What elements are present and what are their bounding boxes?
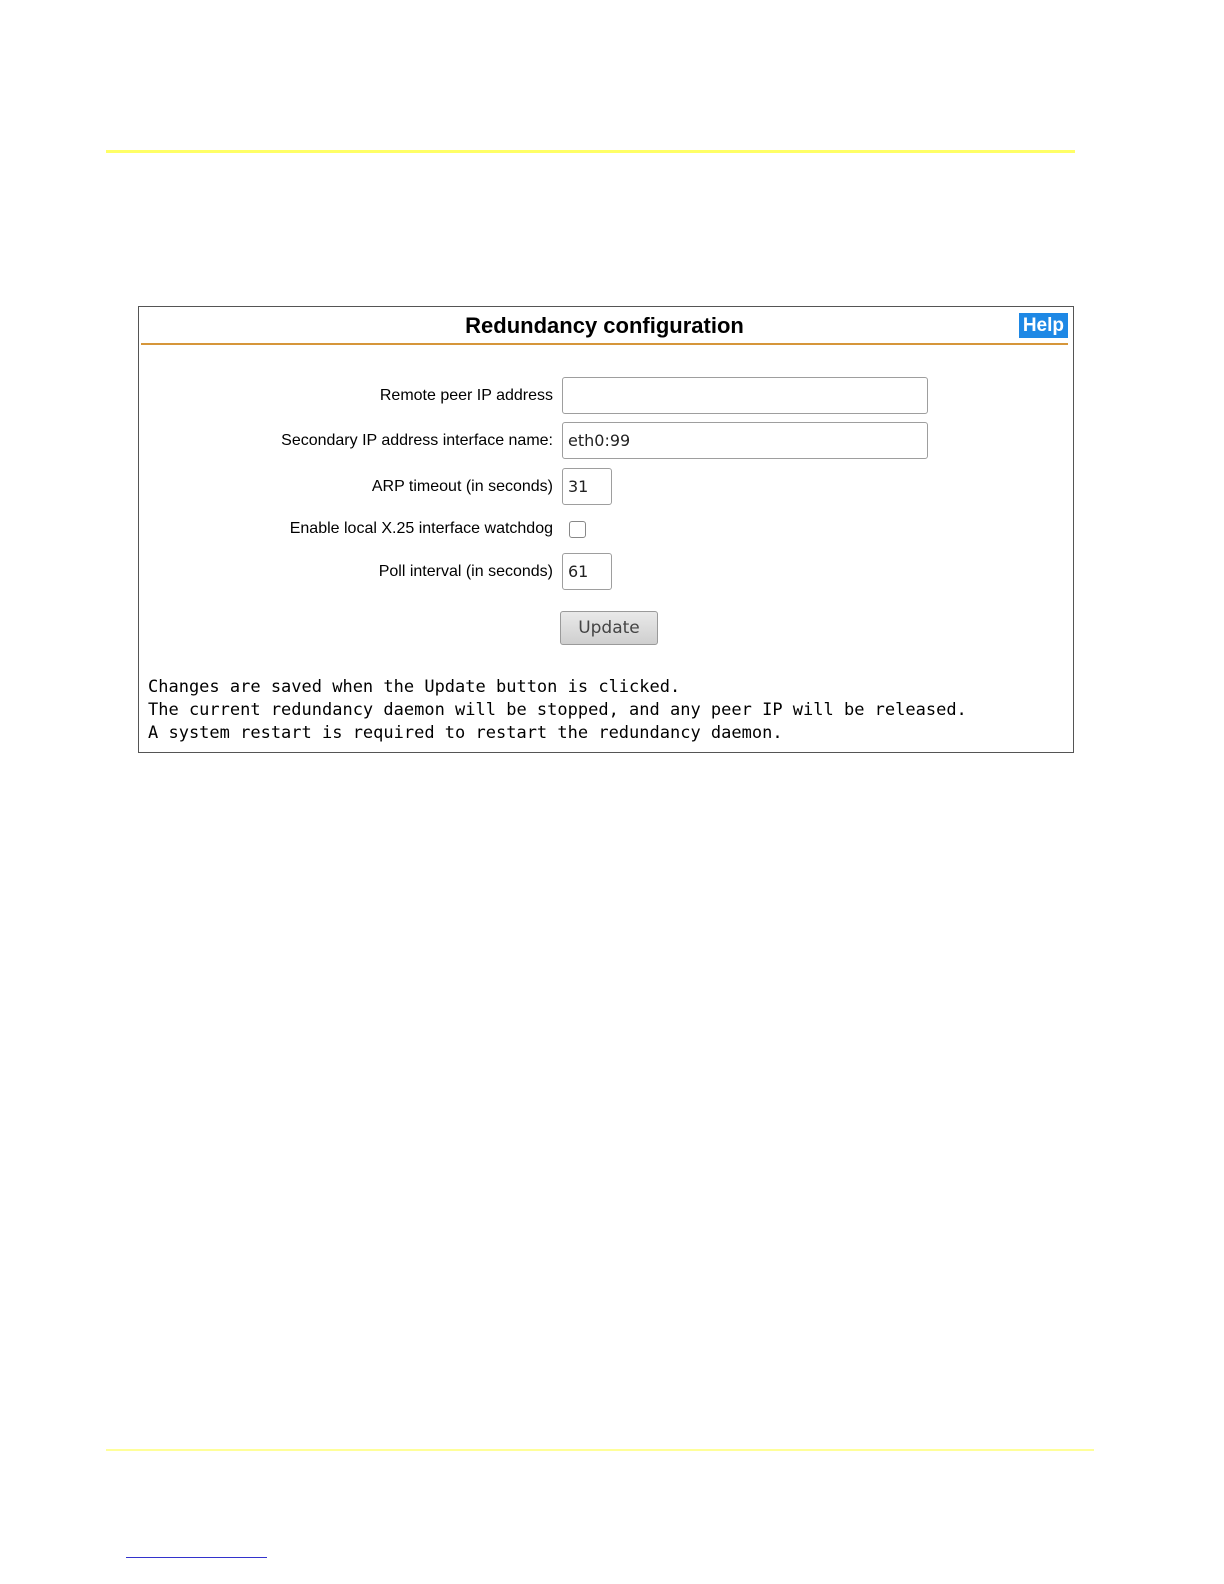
watchdog-checkbox[interactable] (569, 521, 586, 538)
remote-peer-label: Remote peer IP address (379, 387, 553, 404)
note-line: A system restart is required to restart the redundancy daemon. (148, 723, 783, 743)
note-line: The current redundancy daemon will be stopped, and any peer IP will be released. (148, 700, 967, 720)
arp-timeout-input[interactable] (562, 468, 612, 505)
panel-title: Redundancy configuration (465, 313, 744, 338)
update-button[interactable]: Update (560, 611, 658, 645)
help-button[interactable]: Help (1019, 313, 1068, 338)
panel-header (141, 307, 1068, 345)
remote-peer-input[interactable] (562, 377, 928, 414)
secondary-interface-label: Secondary IP address interface name: (281, 432, 553, 449)
arp-timeout-label: ARP timeout (in seconds) (371, 478, 553, 495)
watchdog-label: Enable local X.25 interface watchdog (289, 520, 553, 537)
poll-interval-label: Poll interval (in seconds) (378, 563, 553, 580)
footer-rule (126, 1557, 267, 1558)
poll-interval-input[interactable] (562, 553, 612, 590)
note-line: Changes are saved when the Update button is clicked. (148, 677, 681, 697)
secondary-interface-input[interactable] (562, 422, 928, 459)
notes-block (148, 676, 967, 745)
page-top-rule (106, 150, 1075, 153)
redundancy-config-panel (138, 306, 1074, 753)
page-bottom-rule (106, 1449, 1094, 1451)
